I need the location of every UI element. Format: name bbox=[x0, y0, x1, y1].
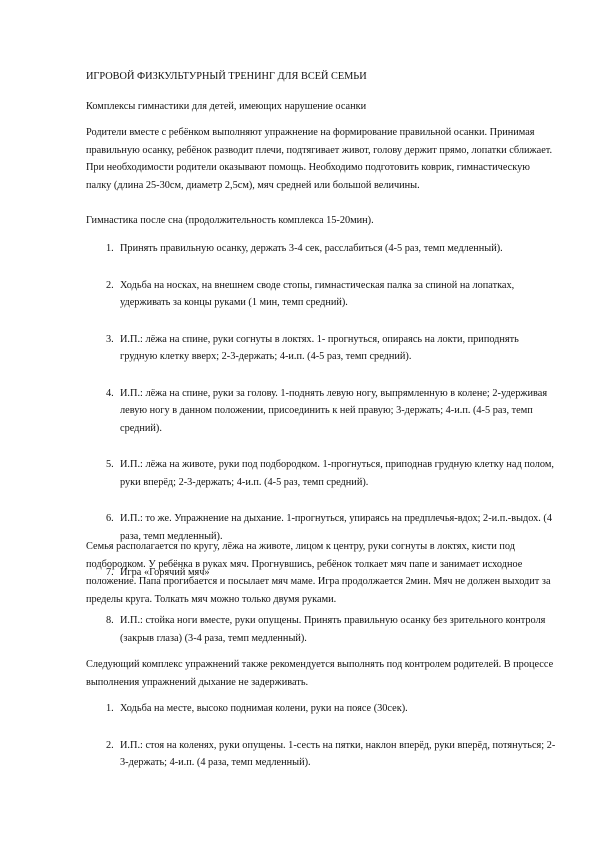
document-subtitle: Комплексы гимнастики для детей, имеющих нарушение осанки bbox=[86, 101, 367, 112]
list-item bbox=[86, 612, 556, 647]
list-item bbox=[86, 385, 556, 438]
list-item bbox=[86, 700, 556, 718]
section-heading-after-sleep: Гимнастика после сна (продолжительность комплекса 15-20мин). bbox=[86, 215, 374, 226]
list-item-text: Принять правильную осанку, держать 3-4 сек, расслабиться (4-5 раз, темп медленный). bbox=[120, 243, 503, 254]
second-complex-paragraph: Следующий комплекс упражнений также рекомендуется выполнять под контролем родителей. В процессе выполнения упражнений дыхание не задерживать. bbox=[86, 659, 554, 688]
list-item-text: И.П.: то же. Упражнение на дыхание. 1-прогнуться, упираясь на предплечья-вдох; 2-и.п.-выдох. (4 раза, темп медленный). bbox=[120, 513, 553, 542]
list-item bbox=[86, 277, 556, 312]
list-item-number: 3. bbox=[106, 333, 114, 345]
list-item-number: 8. bbox=[106, 615, 114, 626]
exercise-list-second-complex bbox=[86, 700, 556, 791]
list-item-text: Ходьба на носках, на внешнем своде стопы, гимнастическая палка за спиной на лопатках, удерживать за концы руками (1 мин, темп средний). bbox=[120, 279, 515, 308]
list-item-text: И.П.: стойка ноги вместе, руки опущены. Принять правильную осанку без зрительного контроля (закрыв глаза) (3-4 раза, темп медленный). bbox=[120, 615, 546, 644]
list-item bbox=[86, 240, 556, 258]
list-item-text: Ходьба на месте, высоко поднимая колени, руки на поясе (30сек). bbox=[120, 703, 408, 714]
list-item-text: И.П.: лёжа на спине, руки за голову. 1-поднять левую ногу, выпрямленную в колене; 2-удерживая левую ногу в данном положении, присоединить к ней правую; 3-держать; 4-и.п. (4-5 раз, темп средний). bbox=[120, 387, 548, 434]
list-item-text: И.П.: лёжа на спине, руки согнуты в локтях. 1- прогнуться, опираясь на локти, приподнять грудную клетку вверх; 2-3-держать; 4-и.п. (4-5 раз, темп средний). bbox=[120, 333, 519, 362]
list-item-number: 4. bbox=[106, 387, 114, 399]
list-item-number: 5. bbox=[106, 459, 114, 470]
exercise-list-continued bbox=[86, 612, 556, 647]
list-item-number: 2. bbox=[106, 279, 114, 291]
list-item-number: 1. bbox=[106, 703, 114, 714]
list-item-text: Игра «Горячий мяч» bbox=[120, 567, 210, 578]
list-item-number: 2. bbox=[106, 739, 114, 751]
list-item bbox=[86, 331, 556, 366]
list-item bbox=[86, 456, 556, 491]
list-item-number: 7. bbox=[106, 567, 114, 578]
list-item-text: И.П.: стоя на коленях, руки опущены. 1-сесть на пятки, наклон вперёд, руки вперёд, потянуться; 2-3-держать; 4-и.п. (4 раза, темп медленный). bbox=[120, 739, 556, 768]
list-item-number: 1. bbox=[106, 243, 114, 254]
list-item bbox=[86, 737, 556, 772]
list-item-text: И.П.: лёжа на животе, руки под подбородком. 1-прогнуться, приподнав грудную клетку над полом, руки вперёд; 2-3-держать; 4-и.п. (4-5 раз, темп средний). bbox=[120, 459, 554, 488]
list-item-number: 6. bbox=[106, 513, 114, 524]
document-title: ИГРОВОЙ ФИЗКУЛЬТУРНЫЙ ТРЕНИНГ ДЛЯ ВСЕЙ СЕМЬИ bbox=[86, 71, 367, 82]
game-description-paragraph: Семья располагается по кругу, лёжа на животе, лицом к центру, руки согнуты в локтях, кисти под подбородком. У ребёнка в руках мяч. Прогнувшись, ребёнок толкает мяч папе и занимает исходное положение. Папа прогибается и посылает мяч маме. Игра продолжается 2мин. Мяч не должен выходит за пределы круга. Толкать мяч можно только двумя руками. bbox=[86, 541, 551, 605]
intro-paragraph: Родители вместе с ребёнком выполняют упражнение на формирование правильной осанки. Принимая правильную осанку, ребёнок разводит плечи, подтягивает живот, голову держит прямо, лопатки сближает. При необходимости родители оказывают помощь. Необходимо подготовить коврик, гимнастическую палку (длина 25-30см, диаметр 2,5см), мяч средней или большой величины. bbox=[86, 127, 553, 191]
